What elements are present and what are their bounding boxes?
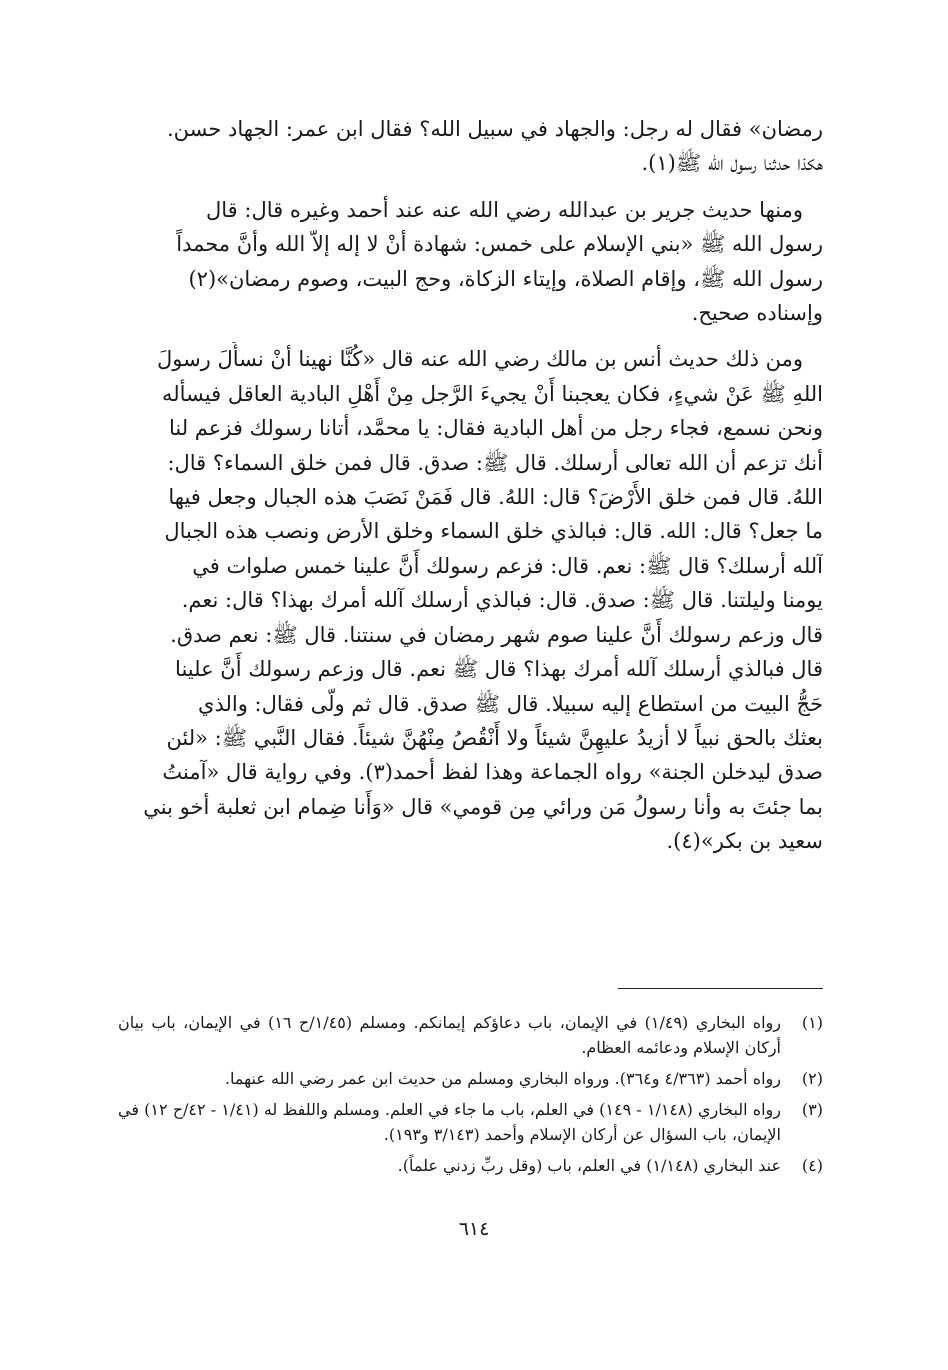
paragraph-3 [118,342,823,858]
text-line: يومنا وليلتنا. قال ﷺ: صدق. قال: فبالذي أرسلك آلله أمرك بهذا؟ قال: نعم. [181,588,823,613]
text-line: آلله أرسلك؟ قال ﷺ: نعم. قال: فزعم رسولك أَنَّ علينا خمس صلوات في [192,553,823,578]
footnotes [118,1010,823,1184]
footnote-number: (٢) [801,1069,823,1088]
text-line: قال فبالذي أرسلك آلله أمرك بهذا؟ قال ﷺ نعم. قال وزعم رسولك أَنَّ علينا [175,657,823,682]
footnote-number: (٣) [801,1100,823,1119]
text-line: ونحن نسمع، فجاء رجل من أهل البادية فقال: يا محمَّد، أتانا رسولك فزعم لنا [169,416,823,441]
text-line: رسول الله ﷺ، وإقام الصلاة، وإيتاء الزكاة، وحج البيت، وصوم رمضان»(٢) [188,266,823,291]
footnote-text: رواه البخاري (١/١٤٨ - ١٤٩) في العلم، باب ما جاء في العلم. ومسلم واللفظ له (١/٤١ - ٤٢/ح ١٢) في الإيمان، باب السؤال عن أركان الإسلام وأحمد (٣/١٤٣ و١٩٣). [118,1100,782,1144]
footnote-text: رواه البخاري (١/٤٩) في الإيمان، باب دعاؤكم إيمانكم. ومسلم (١/٤٥/ح ١٦) في الإيمان، باب بيان أركان الإسلام ودعائمه العظام. [118,1013,782,1057]
text-line: اللهِ ﷺ عَنْ شيءٍ، فكان يعجبنا أَنْ يجيءَ الرَّجل مِنْ أَهْلِ البادية العاقل فيسأله [162,381,823,406]
text-line: حَجُّ البيت من استطاع إليه سبيلا. قال ﷺ صدق. قال ثم ولّى فقال: والذي [198,691,823,716]
footnote-1 [118,1010,823,1060]
footnote-3 [118,1097,823,1147]
text-line: ما جعل؟ قال: الله. قال: فبالذي خلق السماء وخلق الأرض ونصب هذه الجبال [164,519,823,544]
text-line: اللهُ. قال فمن خلق الأَرْضَ؟ قال: اللهُ. قال فَمَنْ نَصَبَ هذه الجبال وجعل فيها [168,485,823,510]
text-line: ومنها حديث جرير بن عبدالله رضي الله عنه عند أحمد وغيره قال: قال [206,197,803,222]
footnote-number: (١) [801,1013,823,1032]
text-line: رمضان» فقال له رجل: والجهاد في سبيل الله؟ فقال ابن عمر: الجهاد حسن. [166,117,823,141]
page-number: ٦١٤ [458,1218,490,1240]
text-line: قال وزعم رسولك أَنَّ علينا صوم شهر رمضان في سنتنا. قال ﷺ: نعم صدق. [170,622,823,647]
footnote-text: عند البخاري (١/١٤٨) في العلم، باب (وقل ربِّ زدني علماً). [397,1156,781,1175]
text-line: بما جئتَ به وأنا رسولُ مَن ورائي مِن قومي» قال «وَأَنا ضِمام ابن ثعلبة أخو بني [143,794,823,819]
footnote-separator [618,988,823,989]
text-line: وإسناده صحيح. [691,301,823,326]
text-line: أنك تزعم أن الله تعالى أرسلك. قال ﷺ: صدق. قال فمن خلق السماء؟ قال: [167,450,823,475]
text-line: بعثك بالحق نبياً لا أزيدُ عليهِنَّ شيئاً ولا أَنْقُصُ مِنْهُنَّ شيئاً. فقال النَّبي ﷺ: «لئن [166,725,823,750]
footnote-text: رواه أحمد (٤/٣٦٣ و٣٦٤). ورواه البخاري ومسلم من حديث ابن عمر رضي الله عنهما. [224,1069,781,1088]
text-line: سعيد بن بكر»(٤). [666,829,823,854]
paragraph-2 [118,193,823,331]
text-line: رسول الله ﷺ «بني الإسلام على خمس: شهادة أنْ لا إله إلاّ الله وأنَّ محمداً [176,232,823,257]
text-line: هكذا حدثنا رسول الله ﷺ(١). [641,151,823,176]
main-text [118,112,823,859]
text-line: ومن ذلك حديث أنس بن مالك رضي الله عنه قال «كُنَّا نهينا أنْ نسأَلَ رسولَ [156,347,803,372]
paragraph-1 [118,112,823,181]
text-line: صدق ليدخلن الجنة» رواه الجماعة وهذا لفظ أحمد(٣). وفي رواية قال «آمنتُ [162,760,823,785]
footnote-2 [118,1066,823,1091]
footnote-4 [118,1153,823,1178]
footnote-number: (٤) [801,1156,823,1175]
